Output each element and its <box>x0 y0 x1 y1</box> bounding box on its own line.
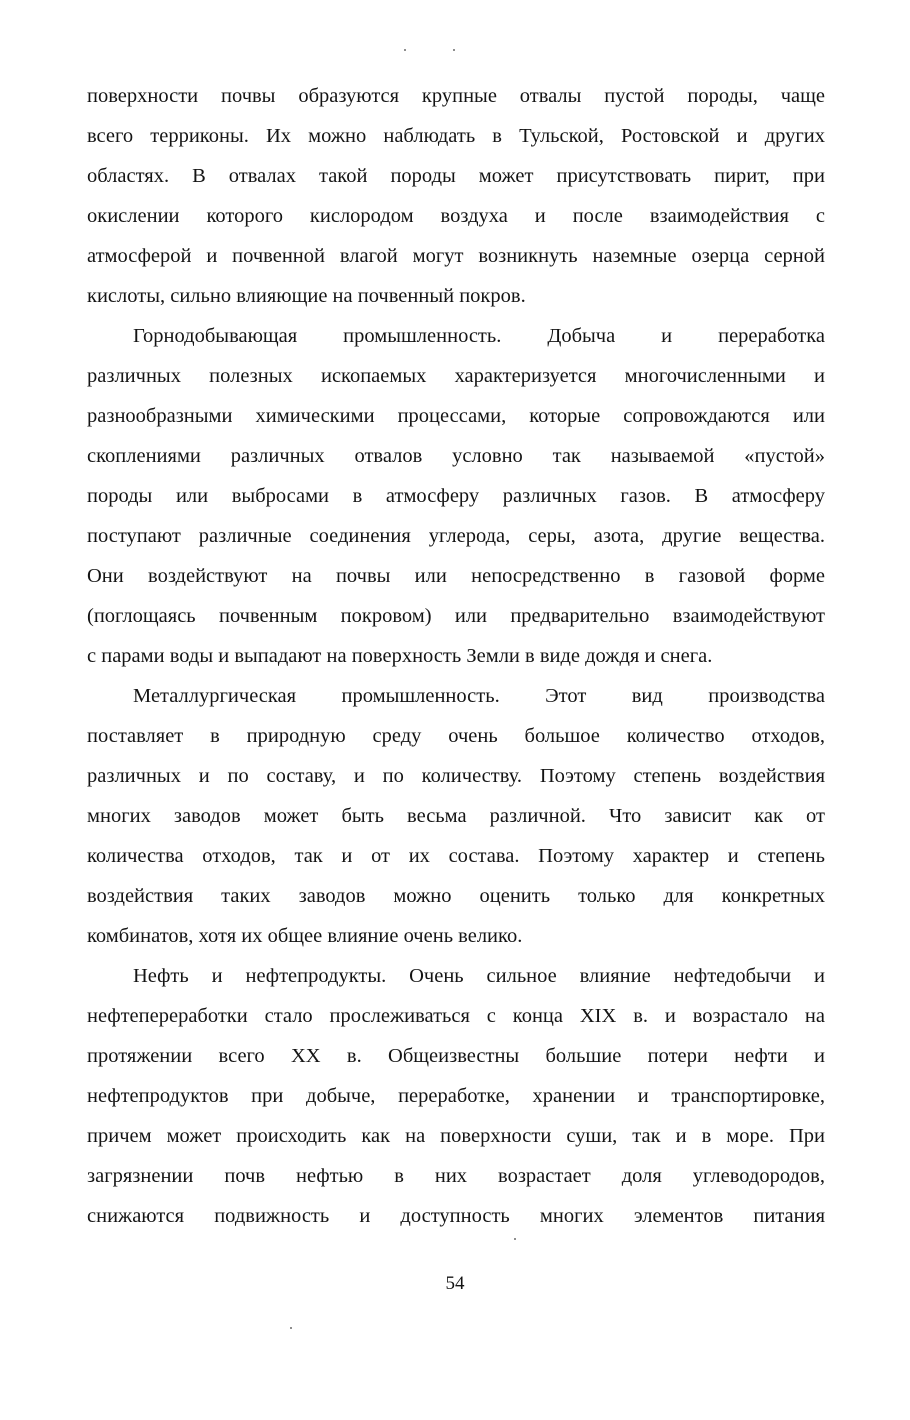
text-line: всего терриконы. Их можно наблюдать в Тульской, Ростовской и других <box>87 125 825 147</box>
text-line: причем может происходить как на поверхности суши, так и в море. При <box>87 1125 825 1147</box>
text-line: различных и по составу, и по количеству. Поэтому степень воздействия <box>87 765 825 787</box>
text-line: кислоты, сильно влияющие на почвенный покров. <box>87 285 526 307</box>
scan-speck <box>290 1327 292 1329</box>
text-line: породы или выбросами в атмосферу различных газов. В атмосферу <box>87 485 825 507</box>
text-line: областях. В отвалах такой породы может присутствовать пирит, при <box>87 165 825 187</box>
text-line: Нефть и нефтепродукты. Очень сильное влияние нефтедобычи и <box>133 965 825 987</box>
text-line: протяжении всего XX в. Общеизвестны большие потери нефти и <box>87 1045 825 1067</box>
text-line: многих заводов может быть весьма различной. Что зависит как от <box>87 805 825 827</box>
text-line: атмосферой и почвенной влагой могут возникнуть наземные озерца серной <box>87 245 825 267</box>
text-line: нефтепереработки стало прослеживаться с конца XIX в. и возрастало на <box>87 1005 825 1027</box>
text-line: комбинатов, хотя их общее влияние очень велико. <box>87 925 523 947</box>
scan-speck <box>514 1238 516 1240</box>
text-line: загрязнении почв нефтью в них возрастает доля углеводородов, <box>87 1165 825 1187</box>
text-line: нефтепродуктов при добыче, переработке, хранении и транспортировке, <box>87 1085 825 1107</box>
scan-speck <box>453 49 455 51</box>
text-line: поверхности почвы образуются крупные отвалы пустой породы, чаще <box>87 85 825 107</box>
text-line: количества отходов, так и от их состава. Поэтому характер и степень <box>87 845 825 867</box>
text-line: Горнодобывающая промышленность. Добыча и переработка <box>133 325 825 347</box>
body-text <box>87 76 825 1236</box>
scan-speck <box>404 49 406 51</box>
text-line: окислении которого кислородом воздуха и после взаимодействия с <box>87 205 825 227</box>
paragraph-3 <box>87 676 825 956</box>
text-line: скоплениями различных отвалов условно так называемой «пустой» <box>87 445 825 467</box>
text-line: различных полезных ископаемых характеризуется многочисленными и <box>87 365 825 387</box>
text-line: поступают различные соединения углерода, серы, азота, другие вещества. <box>87 525 825 547</box>
text-line: снижаются подвижность и доступность многих элементов питания <box>87 1205 825 1227</box>
text-line: с парами воды и выпадают на поверхность Земли в виде дождя и снега. <box>87 645 713 667</box>
text-line: поставляет в природную среду очень большое количество отходов, <box>87 725 825 747</box>
paragraph-4 <box>87 956 825 1236</box>
text-line: воздействия таких заводов можно оценить только для конкретных <box>87 885 825 907</box>
paragraph-1 <box>87 76 825 316</box>
paragraph-2 <box>87 316 825 676</box>
text-line: (поглощаясь почвенным покровом) или предварительно взаимодействуют <box>87 605 825 627</box>
text-line: Металлургическая промышленность. Этот вид производства <box>133 685 825 707</box>
page-number: 54 <box>445 1273 465 1294</box>
text-line: Они воздействуют на почвы или непосредственно в газовой форме <box>87 565 825 587</box>
text-line: разнообразными химическими процессами, которые сопровождаются или <box>87 405 825 427</box>
